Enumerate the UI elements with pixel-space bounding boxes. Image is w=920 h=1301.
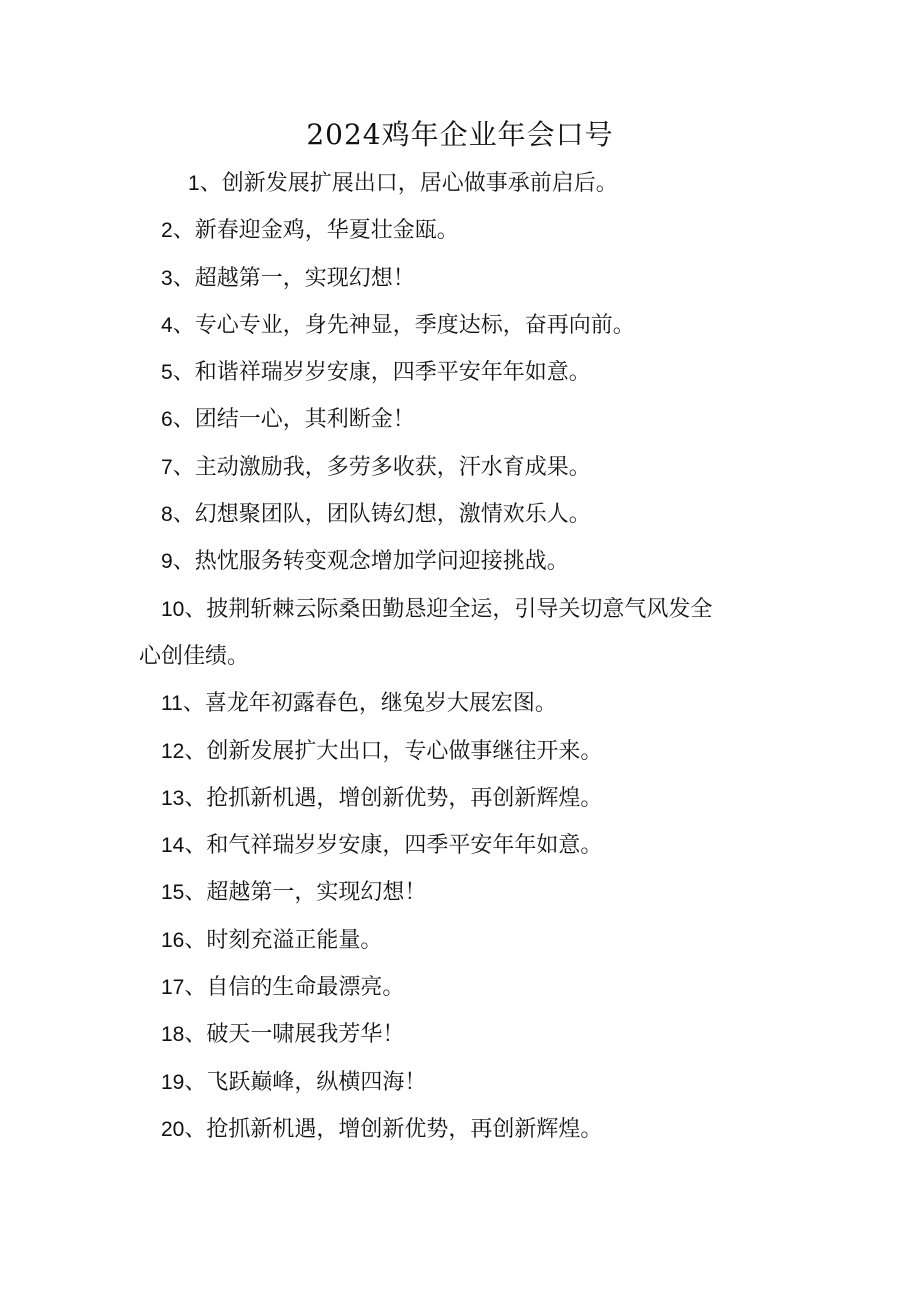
slogan-item-20 (0, 1116, 920, 1144)
slogan-item-14 (0, 832, 920, 860)
slogan-separator: 、 (184, 880, 207, 906)
slogan-separator: 、 (184, 596, 207, 622)
slogan-separator: 、 (184, 1022, 207, 1048)
slogan-text: 超越第一，实现幻想！ (194, 265, 415, 291)
slogan-separator: 、 (184, 927, 207, 953)
slogan-number: 9 (161, 550, 173, 574)
slogan-text: 披荆斩棘云际桑田勤恳迎全运，引导关切意气风发全 (206, 596, 713, 622)
slogan-item-3 (0, 265, 920, 293)
slogan-text: 喜龙年初露春色，继兔岁大展宏图。 (204, 691, 557, 717)
slogan-item-1 (0, 170, 920, 198)
slogan-separator: 、 (172, 502, 195, 528)
slogan-text: 超越第一，实现幻想！ (206, 880, 427, 906)
slogan-text: 幻想聚团队，团队铸幻想，激情欢乐人。 (194, 502, 591, 528)
slogan-number: 1 (188, 172, 200, 195)
slogan-text: 主动激励我，多劳多收获，汗水育成果。 (194, 454, 591, 480)
slogan-number: 18 (161, 1023, 185, 1047)
slogan-item-13 (0, 785, 920, 813)
slogan-separator: 、 (172, 454, 195, 480)
slogan-separator: 、 (172, 407, 195, 433)
slogan-number: 12 (161, 739, 185, 763)
slogan-text: 新春迎金鸡，华夏壮金瓯。 (194, 218, 459, 244)
slogan-text: 和气祥瑞岁岁安康，四季平安年年如意。 (206, 833, 603, 859)
slogan-text-continuation: 心创佳绩。 (139, 643, 250, 669)
slogan-item-7 (0, 454, 920, 482)
slogan-number: 2 (161, 219, 173, 243)
slogan-number: 10 (161, 597, 185, 621)
slogan-separator: 、 (184, 1116, 207, 1142)
slogan-number: 14 (161, 834, 185, 858)
slogan-number: 15 (161, 881, 185, 905)
slogan-number: 13 (161, 786, 185, 810)
slogan-separator: 、 (184, 738, 207, 764)
slogan-text: 专心专业，身先神显，季度达标，奋再向前。 (194, 312, 635, 338)
slogan-number: 17 (161, 976, 185, 1000)
slogan-separator: 、 (172, 360, 195, 386)
slogan-number: 5 (161, 361, 173, 385)
document-title: 2024鸡年企业年会口号 (306, 118, 614, 151)
slogan-number: 11 (161, 692, 183, 716)
slogan-number: 4 (161, 313, 173, 337)
slogan-item-6 (0, 406, 920, 434)
slogan-number: 6 (161, 408, 173, 432)
slogan-number: 8 (161, 503, 173, 527)
slogan-line-1 (0, 596, 920, 624)
slogan-separator: 、 (184, 833, 207, 859)
slogan-item-18 (0, 1021, 920, 1049)
slogan-item-5 (0, 359, 920, 387)
slogan-separator: 、 (172, 218, 195, 244)
slogan-separator: 、 (172, 265, 195, 291)
slogan-separator: 、 (184, 785, 207, 811)
slogan-text: 团结一心，其利断金！ (194, 407, 415, 433)
slogan-text: 抢抓新机遇，增创新优势，再创新辉煌。 (206, 1116, 603, 1142)
slogan-text: 抢抓新机遇，增创新优势，再创新辉煌。 (206, 785, 603, 811)
slogan-text: 自信的生命最漂亮。 (206, 975, 405, 1001)
slogan-number: 7 (161, 455, 173, 479)
slogan-text: 时刻充溢正能量。 (206, 927, 383, 953)
slogan-number: 16 (161, 928, 185, 952)
slogan-item-8 (0, 501, 920, 529)
slogan-separator: 、 (172, 549, 195, 575)
slogan-number: 3 (161, 266, 173, 290)
slogan-item-9 (0, 548, 920, 576)
slogan-text: 飞跃巅峰，纵横四海！ (206, 1069, 427, 1095)
slogan-separator: 、 (182, 691, 205, 717)
slogan-item-10 (0, 596, 920, 671)
slogan-number: 20 (161, 1117, 185, 1141)
slogan-item-4 (0, 312, 920, 340)
slogan-separator: 、 (199, 171, 222, 196)
slogan-separator: 、 (184, 975, 207, 1001)
slogan-separator: 、 (172, 312, 195, 338)
slogan-item-17 (0, 974, 920, 1002)
slogan-item-2 (0, 217, 920, 245)
slogan-text: 和谐祥瑞岁岁安康，四季平安年年如意。 (194, 360, 591, 386)
slogan-item-12 (0, 738, 920, 766)
slogan-text: 创新发展扩展出口，居心做事承前启后。 (221, 171, 618, 196)
slogan-list (0, 170, 920, 1163)
slogan-item-19 (0, 1069, 920, 1097)
slogan-text: 创新发展扩大出口，专心做事继往开来。 (206, 738, 603, 764)
slogan-item-16 (0, 927, 920, 955)
slogan-number: 19 (161, 1070, 185, 1094)
slogan-item-11 (0, 690, 920, 718)
slogan-text: 破天一啸展我芳华！ (206, 1022, 405, 1048)
slogan-text: 热忱服务转变观念增加学问迎接挑战。 (194, 549, 569, 575)
slogan-separator: 、 (184, 1069, 207, 1095)
slogan-item-15 (0, 879, 920, 907)
